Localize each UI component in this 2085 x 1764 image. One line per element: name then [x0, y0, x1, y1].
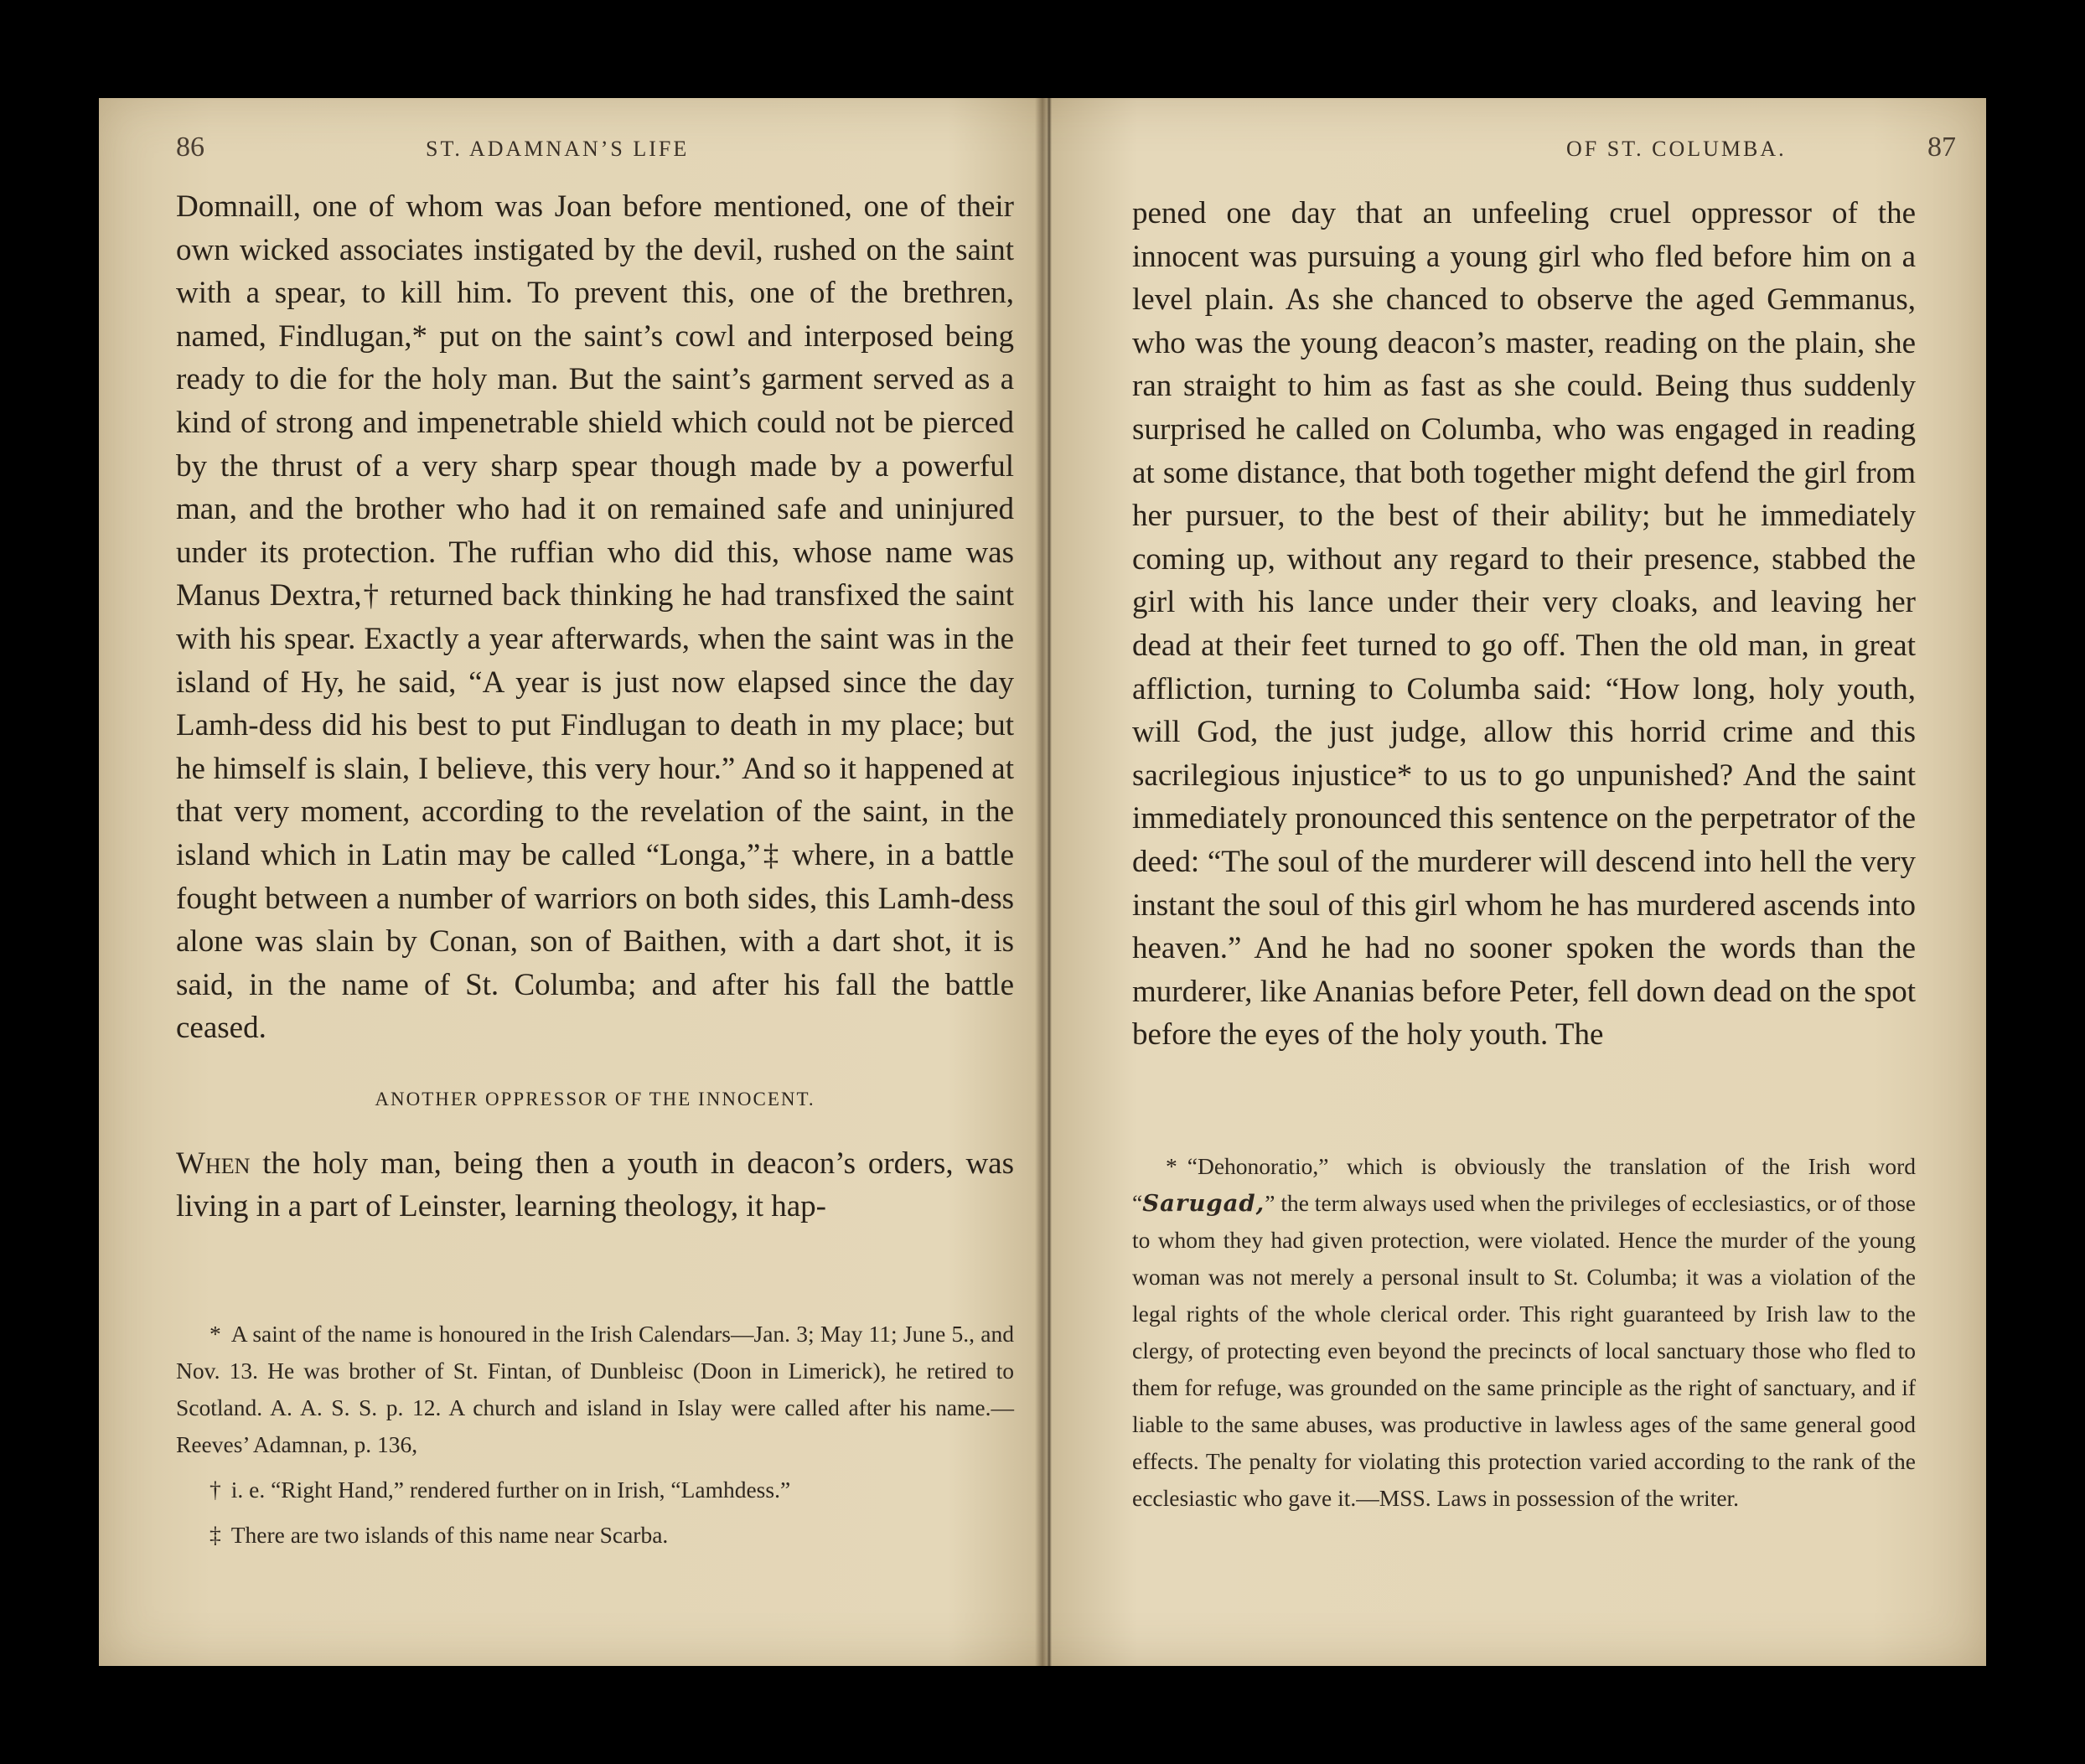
footnote-mark: * [210, 1321, 221, 1347]
right-footnotes [1132, 1148, 1916, 1525]
left-paragraph-1: Domnaill, one of whom was Joan before mentioned, one of their own wicked associates instigated by the devil, rushed on the saint with a spear, to kill him. To prevent this, one of the brethren, named, Findlugan,* put on the saint’s cowl and interposed being ready to die for the holy man. But the saint’s garment served as a kind of strong and impenetrable shield which could not be pierced by the thrust of a very sharp spear though made by a powerful man, and the brother who had it on remained safe and uninjured under its protection. The ruffian who did this, whose name was Manus Dextra,† returned back thinking he had transfixed the saint with his spear. Exactly a year afterwards, when the saint was in the island of Hy, he said, “A year is just now elapsed since the day Lamh-dess did his best to put Findlugan to death in my place; but he himself is slain, I believe, this very hour.” And so it happened at that very moment, according to the revelation of the saint, in the island which in Latin may be called “Longa,”‡ where, in a battle fought between a number of warriors on both sides, this Lamh-dess alone was slain by Conan, son of Baithen, with a dart shot, it is said, in the name of St. Columba; and after his fall the battle ceased. [176, 189, 1014, 1046]
footnote-dagger [176, 1472, 1014, 1508]
right-page-header [1052, 132, 1986, 173]
footnote-text: There are two islands of this name near Scarba. [230, 1522, 669, 1548]
section-initial-word: When [176, 1146, 251, 1181]
section-heading: ANOTHER OPPRESSOR OF THE INNOCENT. [375, 1088, 815, 1110]
left-footnotes [176, 1316, 1014, 1562]
left-page-header [99, 132, 1047, 173]
footnote-double-dagger [176, 1517, 1014, 1554]
footnote-mark: ‡ [210, 1522, 221, 1548]
right-paragraph-1: pened one day that an unfeeling cruel oppressor of the innocent was pursuing a young girl who fled before him on a level plain. As she chanced to observe the aged Gemmanus, who was the young deacon’s master, reading on the plain, she ran straight to him as fast as she could. Being thus suddenly surprised he called on Columba, who was engaged in reading at some distance, that both together might defend the girl from her pursuer, to the best of their ability; but he immediately coming up, without any regard to their presence, stabbed the girl with his lance under their very cloaks, and leaving her dead at their feet turned to go off. Then the old man, in great affliction, turning to Columba said: “How long, holy youth, will God, the just judge, allow this horrid crime and this sacrilegious injustice* to us to go unpunished? And the saint immediately pronounced this sentence on the perpetrator of the deed: “The soul of the murderer will descend into hell the very instant the soul of this girl whom he has murdered ascends into heaven.” And he had no sooner spoken the words than the murderer, like Ananias before Peter, fell down dead on the spot before the eyes of the holy youth. The [1132, 196, 1916, 1053]
left-running-title: ST. ADAMNAN’S LIFE [426, 137, 690, 161]
section-text: the holy man, being then a youth in deacon’s orders, was living in a part of Leinster, learning theology, it hap- [176, 1146, 1014, 1224]
right-page-body [1132, 192, 1916, 1057]
right-running-title: OF ST. COLUMBA. [1566, 137, 1787, 161]
footnote-mark: * [1166, 1153, 1177, 1179]
book-spread [99, 98, 1986, 1666]
left-page [99, 98, 1047, 1666]
footnote-text: i. e. “Right Hand,” rendered further on in Irish, “Lamhdess.” [230, 1477, 791, 1503]
footnote-text-before: “Dehonoratio,” which is obviously the translation of the Irish word “ [1132, 1153, 1916, 1216]
irish-word: Sarugad, [1142, 1190, 1265, 1217]
footnote-star [176, 1316, 1014, 1463]
left-paragraph-2 [176, 1142, 1014, 1229]
right-page [1052, 98, 1986, 1666]
left-page-number: 86 [176, 132, 204, 163]
right-page-number: 87 [1927, 132, 1956, 163]
footnote-text: A saint of the name is honoured in the Irish Calendars—Jan. 3; May 11; June 5., and Nov. 13. He was brother of St. Fintan, of Dunbleisc (Doon in Limerick), he retired to Scotland. A. A. S. S. p. 12. A church and island in Islay were called after his name.—Reeves’ Adamnan, p. 136, [176, 1321, 1014, 1457]
left-page-body [176, 185, 1014, 1229]
footnote-mark: † [210, 1477, 221, 1503]
footnote-star-right [1132, 1148, 1916, 1517]
footnote-text-after: ” the term always used when the privileges of ecclesiastics, or of those to whom they had given protection, were violated. Hence the murder of the young woman was not merely a personal insult to St. Columba; it was a violation of the legal rights of the whole clerical order. This right guaranteed by Irish law to the clergy, of protecting even beyond the precincts of local sanctuary those who fled to them for refuge, was grounded on the same principle as the right of sanctuary, and if liable to the same abuses, was productive in lawless ages of the same general good effects. The penalty for violating this protection varied according to the rank of the ecclesiastic who gave it.—MSS. Laws in possession of the writer. [1132, 1190, 1916, 1511]
